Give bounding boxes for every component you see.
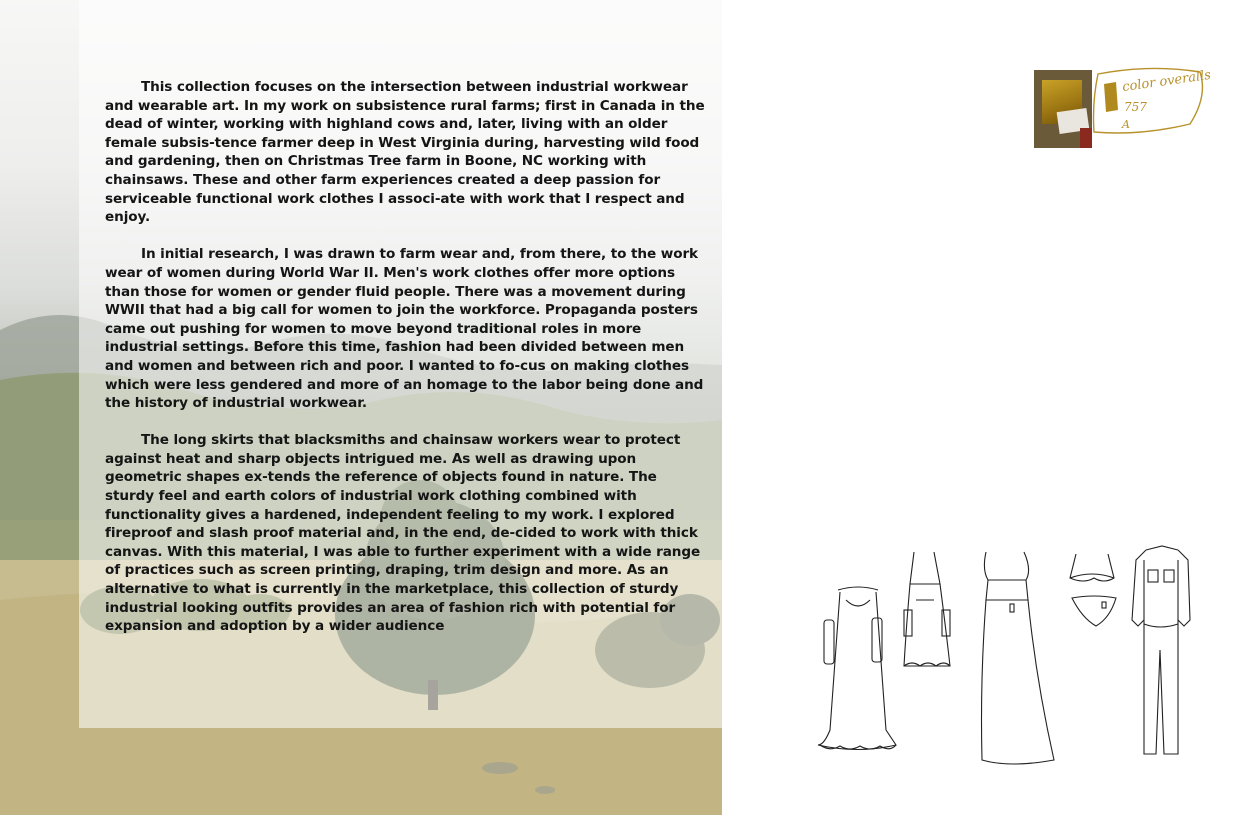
garment-sketches (810, 540, 1210, 780)
bikini-sketch (1070, 554, 1116, 626)
color-swatch-photo (1034, 70, 1092, 148)
gown-sketch (982, 552, 1055, 764)
long-skirt-sketch (818, 587, 896, 750)
essay-text (105, 78, 705, 654)
jumpsuit-sketch (1132, 546, 1190, 754)
swatch-handwritten-note (1090, 66, 1210, 138)
essay-paragraph-3: The long skirts that blacksmiths and chainsaw workers wear to protect against heat and sharp objects intrigued me. As well as drawing upon geometric shapes ex-tends the reference of objects found in nature. The sturdy feel and earth colors of industrial work clothing combined with functionality gives a hardened, independent feeling to my work. I explored fireproof and slash proof material and, in the end, de-cided to work with thick canvas. With this material, I was able to further experiment with a wide range of practices such as screen printing, draping, trim design and more. As an alternative to what is currently in the marketplace, this collection of sturdy industrial looking outfits provides an area of fashion rich with potential for expansion and adoption by a wider audience (105, 432, 701, 635)
essay-paragraph-2: In initial research, I was drawn to farm wear and, from there, to the work wear of women during World War II. Men's work clothes offer more options than those for women or gender fluid people. There was a movement during WWII that had a big call for women to join the workforce. Propaganda posters came out pushing for women to move beyond traditional roles in more industrial settings. Before this time, fashion had been divided between men and women and between rich and poor. I wanted to fo-cus on making clothes which were less gendered and more of an homage to the labor being done and the history of industrial workwear. (105, 246, 704, 412)
note-line-2: 757 (1124, 100, 1147, 114)
note-line-3: A (1122, 118, 1130, 131)
essay-paragraph-1: This collection focuses on the intersection between industrial workwear and wearable art. In my work on subsistence rural farms; first in Canada in the dead of winter, working with highland cows and, later, living with an older female subsis-tence farmer deep in West Virginia during, harvesting wild food and gardening, then on Christmas Tree farm in Boone, NC working with chainsaws. These and other farm experiences created a deep passion for serviceable functional work clothes I associ-ate with work that I respect and enjoy. (105, 79, 705, 226)
note-line-1: color overalls (1121, 67, 1212, 96)
apron-dress-sketch (904, 552, 950, 666)
